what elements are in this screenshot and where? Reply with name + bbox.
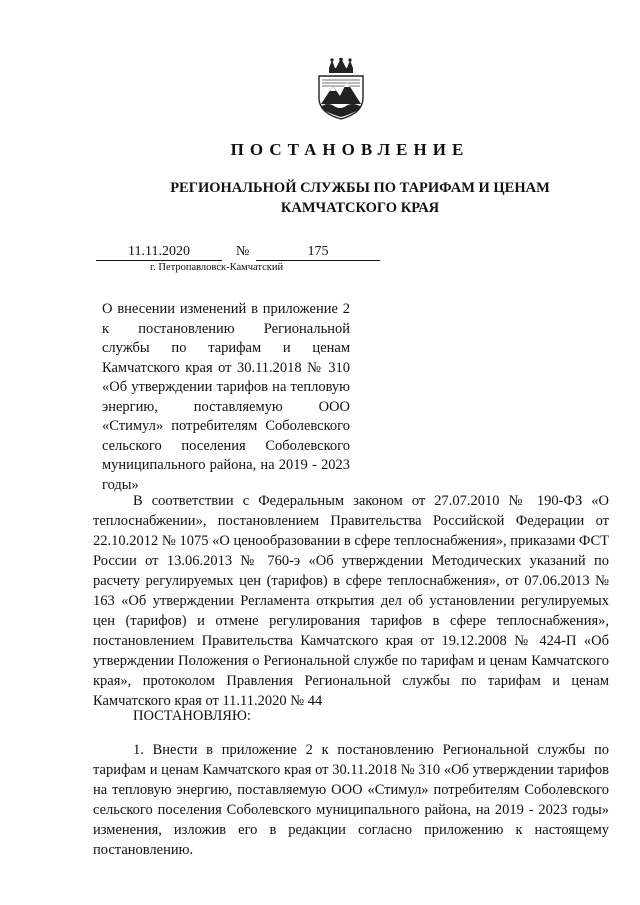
document-city: г. Петропавловск-Камчатский: [150, 262, 284, 273]
issuing-authority: [130, 178, 590, 218]
preamble-paragraph: В соответствии с Федеральным законом от 27.07.2010 № 190-ФЗ «О теплоснабжении», постановлением Правительства Российской Федерации от 22.10.2012 № 1075 «О ценообразовании в сфере теплоснабжения», приказами ФСТ России от 13.06.2013 № 760-э «Об утверждении Методических указаний по расчету регулируемых цен (тарифов) в сфере теплоснабжения», от 07.06.2013 № 163 «Об утверждении Регламента открытия дел об установлении регулируемых цен (тарифов) и отмене регулирования тарифов в сфере теплоснабжения», постановлением Правительства Камчатского края от 19.12.2008 № 424-П «Об утверждении Положения о Региональной службе по тарифам и ценам Камчатского края», протоколом Правления Региональной службы по тарифам и ценам Камчатского края от 11.11.2020 № 44: [93, 493, 609, 709]
resolve-heading: ПОСТАНОВЛЯЮ:: [133, 708, 251, 724]
document-subject: О внесении изменений в приложение 2 к постановлению Региональной службы по тарифам и ценам Камчатского края от 30.11.2018 № 310 «Об утверждении тарифов на тепловую энергию, поставляемую ООО «Стимул» потребителям Соболевского сельского поселения Соболевского муниципального района, на 2019 - 2023 годы»: [102, 301, 350, 493]
number-label: №: [236, 244, 250, 259]
document-meta: [96, 244, 396, 264]
issuing-authority-line2: КАМЧАТСКОГО КРАЯ: [280, 200, 440, 216]
document-date: 11.11.2020: [96, 244, 222, 261]
kamchatka-coat-of-arms-icon: [316, 58, 366, 120]
issuing-authority-line1: РЕГИОНАЛЬНОЙ СЛУЖБЫ ПО ТАРИФАМ И ЦЕНАМ: [170, 180, 550, 196]
item-1-paragraph: 1. Внести в приложение 2 к постановлению Региональной службы по тарифам и ценам Камчатского края от 30.11.2018 № 310 «Об утверждении тарифов на тепловую энергию, поставляемую ООО «Стимул» потребителям Соболевского сельского поселения Соболевского муниципального района, на 2019 - 2023 годы» изменения, изложив его в редакции согласно приложению к настоящему постановлению.: [93, 742, 609, 858]
document-number: 175: [256, 244, 380, 261]
document-title: ПОСТАНОВЛЕНИЕ: [230, 140, 470, 159]
